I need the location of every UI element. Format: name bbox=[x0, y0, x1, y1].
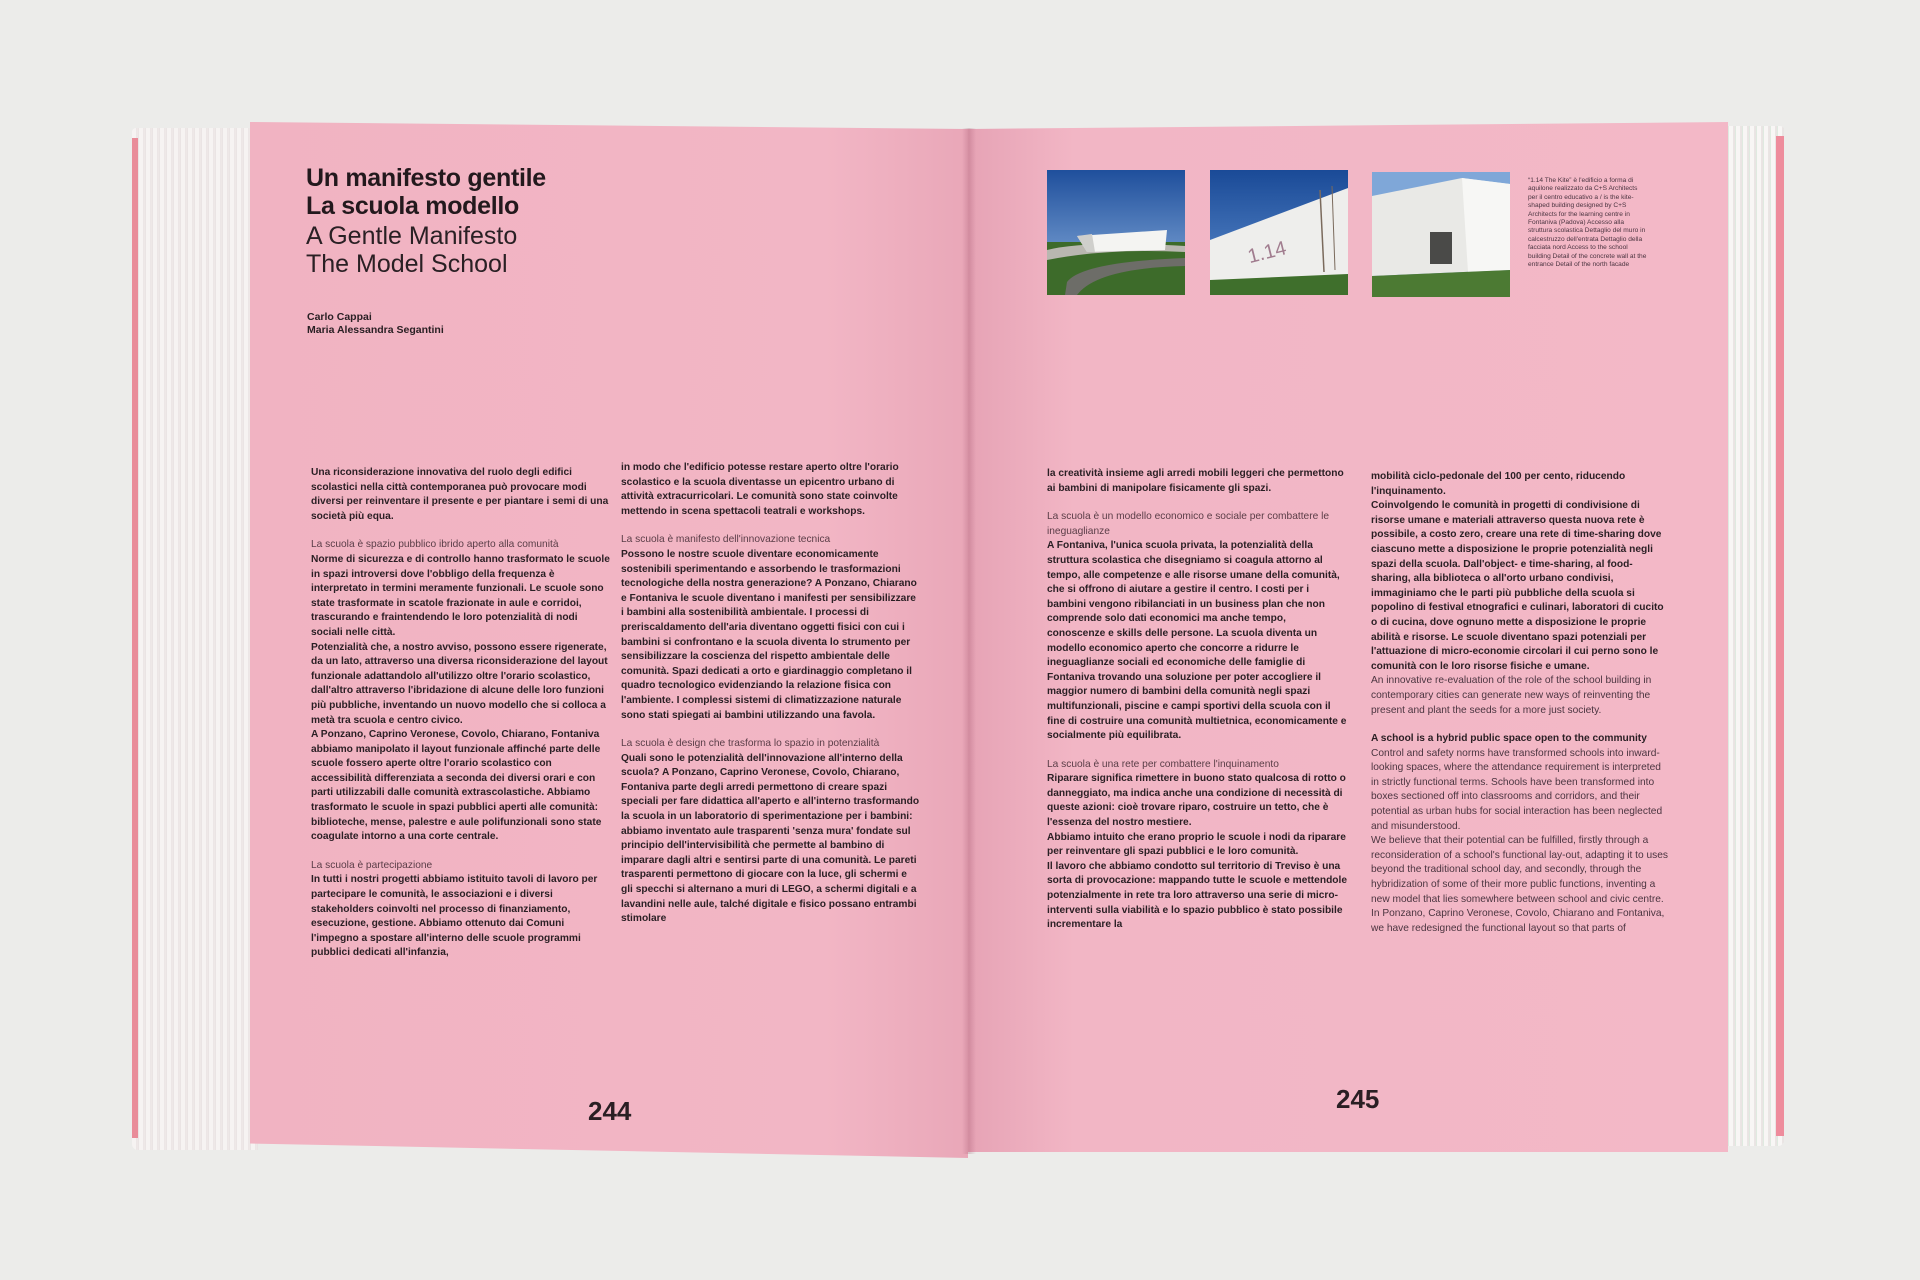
paragraph: Coinvolgendo le comunità in progetti di condivisione di risorse umane e materiali attraverso questa nuova rete è possibile, a costo zero, creare una rete di time-sharing dove ciascuno mette a disposizione le proprie potenzialità negli spazi della scuola. Dall'object- e time-sharing, al food-sharing, alla biblioteca o all'orto urbano condivisi, immaginiamo che le parti più pubbliche della scuola si popolino di festival etnografici e culinari, laboratori di cucito o di cucina, dove ognuno mette a disposizione le proprie abilità e risorse. Le scuole diventano spazi potenziali per l'attuazione di micro-economie circolari il cui perno sono le comunità con le loro risorse fisiche e umane. bbox=[1371, 500, 1664, 672]
paragraph: We believe that their potential can be fulfilled, firstly through a reconsideration of a school's functional lay-out, adapting it to uses beyond the traditional school day, and secondly, through the hybridization of some of their more public functions, inventing a new model that lies somewhere between school and civic centre. In Ponzano, Caprino Veronese, Covolo, Chiarano and Fontaniva, we have redesigned the functional layout so that parts of bbox=[1371, 835, 1668, 934]
paragraph: mobilità ciclo-pedonale del 100 per cento, riducendo l'inquinamento. bbox=[1371, 471, 1626, 497]
paragraph: Possono le nostre scuole diventare economicamente sostenibili sperimentando e assorbendo le trasformazioni tecnologiche della nostra generazione? A Ponzano, Chiarano e Fontaniva le scuole diventano i manifesti per sensibilizzare i bambini alla sostenibilità ambientale. I processi di preriscaldamento dell'aria diventano oggetti fisici con cui i bambini si confrontano e la scuola diventa lo strumento per sensibilizzare la coscienza del rispetto ambientale delle comunità. Spazi dedicati a orto e giardinaggio completano il quadro tecnologico evidenziando la relazione fisica con l'ambiente. I complessi sistemi di climatizzazione naturale sono stati spiegati ai bambini utilizzando una favola. bbox=[621, 548, 917, 721]
section-heading: La scuola è una rete per combattere l'inquinamento bbox=[1047, 758, 1279, 770]
text-column-3 bbox=[1047, 467, 1347, 933]
text-column-4 bbox=[1371, 470, 1671, 936]
photo-north-facade-image bbox=[1372, 172, 1510, 297]
title-italian-line: Un manifesto gentile bbox=[306, 164, 546, 192]
paragraph: A Fontaniva, l'unica scuola privata, la potenzialità della struttura scolastica che disegniamo si coagula attorno al tempo, alle competenze e alle risorse umane della comunità, che si offrono di aiutare a gestire il centro. I costi per i bambini vengono ribilanciati in un business plan che non comprende solo dati economici ma anche tempo, conoscenze e skills delle persone. La scuola diventa un modello economico aperto che concorre a ridurre le ineguaglianze sociali ed economiche delle famiglie di Fontaniva trovando una soluzione per poter accogliere il maggior numero di bambini della comunità negli spazi multifunzionali, piscine e campi sportivi della scuola con il fine di costruire una comunità multietnica, economicamente e socialmente più equilibrata. bbox=[1047, 540, 1347, 742]
photo-wall-number: 1.14 bbox=[1245, 237, 1289, 269]
section-heading: La scuola è spazio pubblico ibrido aperto alla comunità bbox=[311, 539, 559, 551]
section-heading: La scuola è manifesto dell'innovazione tecnica bbox=[621, 534, 831, 546]
paragraph: A Ponzano, Caprino Veronese, Covolo, Chiarano, Fontaniva abbiamo manipolato il layout funzionale affinché parte delle scuole fossero aperte oltre l'orario scolastico con accessibilità differenziata a seconda dei diversi orari e con parti utilizzabili dalle comunità extrascolastiche. Abbiamo trasformato le scuole in spazi pubblici aperti alle comunità: biblioteche, mense, palestre e aule polifunzionali sono state coagulate intorno a una corte centrale. bbox=[311, 729, 602, 843]
paragraph: in modo che l'edificio potesse restare aperto oltre l'orario scolastico e la scuola diventasse un epicentro urbano di attività extracurricolari. Le comunità sono state coinvolte mettendo in scena spettacoli teatrali e workshops. bbox=[621, 462, 899, 517]
paragraph: In tutti i nostri progetti abbiamo istituito tavoli di lavoro per partecipare le comunità, le associazioni e i diversi stakeholders coinvolti nel processo di finanziamento, esecuzione, gestione. Abbiamo ottenuto dai Comuni l'impegno a spostare all'interno delle scuole programmi pubblici dedicati all'infanzia, bbox=[311, 874, 598, 959]
page-number-left: 244 bbox=[588, 1096, 632, 1126]
photo-concrete-wall-image bbox=[1210, 170, 1348, 295]
paragraph: Norme di sicurezza e di controllo hanno trasformato le scuole in spazi introversi dove l'obbligo della frequenza è interpretato in termini meramente funzionali. Le scuole sono state trasformate in scatole frazionate in aule e corridoi, trascurando e fraintendendo le loro potenzialità di nodi sociali nelle città. bbox=[311, 553, 610, 638]
page-edges-left bbox=[132, 128, 258, 1150]
text-column-2 bbox=[621, 461, 921, 927]
paragraph: Il lavoro che abbiamo condotto sul territorio di Treviso è una sorta di provocazione: mappando tutte le scuole e mettendole potenzialmente in rete tra loro attraverso una serie di micro-interventi sulla viabilità e lo spazio pubblico è stato possibile incrementare la bbox=[1047, 860, 1348, 931]
text-column-1 bbox=[311, 466, 611, 961]
author-name: Carlo Cappai bbox=[307, 311, 372, 323]
photo-caption: “1.14 The Kite” è l'edificio a forma di aquilone realizzato da C+S Architects per il centro educativo a / is the kite-shaped building designed by C+S Architects for the learning centre in Fontaniva (Padova) Accesso alla struttura scolastica Dettaglio del muro in calcestruzzo dell'entrata Dettaglio della facciata nord Access to the school building Detail of the concrete wall at the entrance Detail of the north facade bbox=[1528, 177, 1647, 269]
section-heading: La scuola è un modello economico e sociale per combattere le ineguaglianze bbox=[1047, 511, 1330, 537]
paragraph: Potenzialità che, a nostro avviso, possono essere rigenerate, da un lato, attraverso una diversa riconsiderazione del layout funzionale adattandolo all'utilizzo oltre l'orario scolastico, dall'altro attraverso l'ibridazione di alcune delle loro funzioni più pubbliche, inventando un nuovo modello che si colloca a metà tra scuola e centro civico. bbox=[311, 641, 608, 726]
title-italian bbox=[306, 164, 546, 220]
photo-concrete-wall bbox=[1210, 170, 1348, 295]
author-name: Maria Alessandra Segantini bbox=[307, 324, 444, 336]
page-edges-right bbox=[1722, 126, 1784, 1146]
paragraph: la creatività insieme agli arredi mobili leggeri che permettono ai bambini di manipolare fisicamente gli spazi. bbox=[1047, 468, 1344, 494]
paragraph: An innovative re-evaluation of the role of the school building in contemporary cities can generate new ways of reinventing the present and plant the seeds for a more just society. bbox=[1371, 675, 1652, 716]
paragraph: Una riconsiderazione innovativa del ruolo degli edifici scolastici nella città contemporanea può provocare modi diversi per reinventare il presente e per piantare i semi di una società più equa. bbox=[311, 467, 609, 522]
section-heading: La scuola è design che trasforma lo spazio in potenzialità bbox=[621, 738, 880, 750]
book-spine bbox=[962, 128, 976, 1154]
paragraph: Control and safety norms have transformed schools into inward-looking spaces, where the attendance requirement is interpreted in strictly functional terms. Schools have been transformed into boxes sectioned off into classrooms and corridors, and their potential as urban hubs for social interaction has been neglected and misunderstood. bbox=[1371, 747, 1663, 832]
page-number-right: 245 bbox=[1336, 1084, 1380, 1114]
paragraph: Abbiamo intuito che erano proprio le scuole i nodi da riparare per reinventare gli spazi pubblici e le loro comunità. bbox=[1047, 831, 1346, 858]
authors bbox=[307, 311, 444, 337]
paragraph: Quali sono le potenzialità dell'innovazione all'interno della scuola? A Ponzano, Caprino Veronese, Covolo, Chiarano, Fontaniva parte degli arredi permettono di creare spazi speciali per fare didattica all'aperto e all'interno trasformando la scuola in un laboratorio di sperimentazione per i bambini: abbiamo inventato aule trasparenti 'senza mura' fondate sul principio dell'intervisibilità che permette al bambino di imparare dagli altri e sentirsi parte di una comunità. Le pareti trasparenti permettono di giocare con la luce, gli schermi e gli specchi si alternano a muri di LEGO, a schermi digitali e a lavandini nelle aule, talché digitale e fisico possano entrambi stimolare bbox=[621, 752, 920, 925]
title-english bbox=[306, 222, 517, 278]
paragraph: Riparare significa rimettere in buono stato qualcosa di rotto o danneggiato, ma indica anche una condizione di necessità di queste azioni: cioè trovare riparo, costruire un tetto, che è l'essenza del nostro mestiere. bbox=[1047, 773, 1346, 829]
title-english-line: The Model School bbox=[306, 250, 508, 278]
photo-school-exterior bbox=[1047, 170, 1185, 295]
title-english-line: A Gentle Manifesto bbox=[306, 222, 518, 250]
section-heading: La scuola è partecipazione bbox=[311, 859, 433, 871]
english-heading: A school is a hybrid public space open to the community bbox=[1371, 733, 1647, 745]
photo-school-exterior-image bbox=[1047, 170, 1185, 295]
photo-north-facade bbox=[1372, 172, 1510, 297]
title-italian-line: La scuola modello bbox=[306, 192, 520, 220]
